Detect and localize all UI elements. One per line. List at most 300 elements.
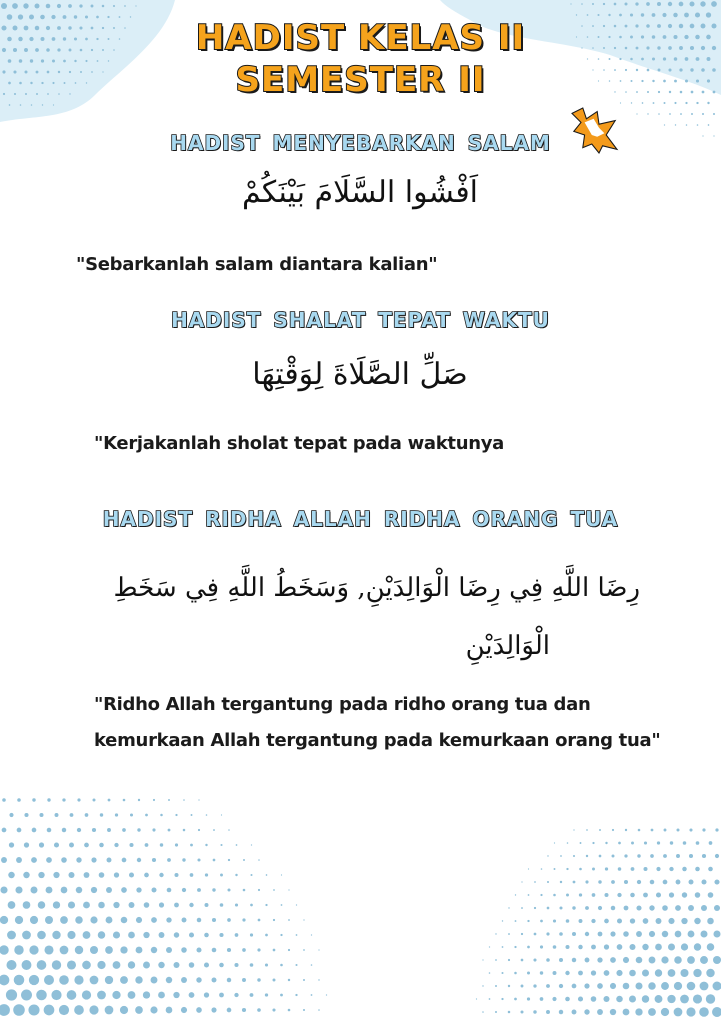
halftone-dot [534, 907, 536, 909]
halftone-dot [57, 4, 61, 8]
halftone-dot [20, 104, 22, 106]
halftone-dot [145, 814, 148, 817]
halftone-dot [686, 1007, 695, 1016]
halftone-dot [515, 894, 516, 895]
halftone-dot [547, 881, 549, 883]
halftone-dot [701, 879, 706, 884]
halftone-dot [635, 2, 638, 5]
halftone-dot [611, 906, 616, 911]
halftone-dot [113, 931, 120, 938]
halftone-dot [655, 944, 662, 951]
halftone-dot [591, 996, 597, 1002]
halftone-dot [138, 799, 140, 801]
halftone-dot [670, 841, 673, 844]
halftone-dot [521, 907, 523, 909]
halftone-dot [527, 997, 530, 1000]
halftone-dot [205, 844, 207, 846]
halftone-dot [311, 934, 312, 935]
halftone-dot [625, 3, 628, 6]
halftone-dot [108, 799, 111, 802]
halftone-dot [174, 932, 179, 937]
halftone-dot [213, 829, 215, 831]
halftone-dot [205, 873, 208, 876]
halftone-dot [38, 901, 46, 909]
halftone-dot [597, 983, 603, 989]
halftone-dot [265, 993, 268, 996]
halftone-dot [565, 971, 569, 975]
halftone-dot [604, 919, 609, 924]
halftone-dot [91, 857, 96, 862]
halftone-dot [706, 994, 715, 1003]
halftone-dot [212, 888, 215, 891]
halftone-dot [219, 963, 224, 968]
heading-shalat-tepat-waktu: HADIST SHALAT TEPAT WAKTU [171, 308, 550, 332]
halftone-dot [706, 12, 711, 17]
halftone-dot [129, 843, 133, 847]
halftone-dot [121, 917, 128, 924]
halftone-dot [689, 1, 694, 6]
halftone-dot [22, 931, 31, 940]
halftone-dot [105, 1006, 114, 1015]
halftone-dot [565, 997, 570, 1002]
halftone-dot [694, 918, 700, 924]
halftone-dot [664, 829, 667, 832]
halftone-dot [629, 996, 636, 1003]
halftone-dot [625, 829, 627, 831]
halftone-dot [591, 970, 596, 975]
halftone-dot [107, 828, 111, 832]
title-line-2: SEMESTER II [235, 60, 486, 100]
halftone-dot [693, 969, 701, 977]
halftone-dot [265, 904, 267, 906]
halftone-dot [597, 957, 602, 962]
halftone-dot [631, 102, 632, 103]
halftone-dot [75, 916, 83, 924]
halftone-dot [99, 872, 105, 878]
halftone-dot [257, 978, 260, 981]
halftone-dot [227, 948, 231, 952]
halftone-dot [82, 961, 91, 970]
halftone-dot [152, 858, 156, 862]
halftone-dot [579, 919, 583, 923]
halftone-dot [303, 919, 304, 920]
arabic-text-ridha-line-2: الْوَالِدَيْنِ [465, 631, 550, 661]
halftone-dot [29, 975, 39, 985]
halftone-dot [220, 844, 222, 846]
halftone-dot [273, 949, 276, 952]
halftone-dot [190, 873, 194, 877]
halftone-dot [196, 1007, 202, 1013]
halftone-dot [489, 972, 491, 974]
halftone-dot [688, 905, 694, 911]
halftone-dot [610, 957, 616, 963]
halftone-dot [617, 893, 621, 897]
halftone-dot [572, 906, 575, 909]
halftone-dot [649, 957, 656, 964]
halftone-dot [39, 842, 44, 847]
halftone-dot [612, 855, 615, 858]
halftone-dot [707, 918, 714, 925]
halftone-dot [515, 920, 517, 922]
halftone-dot [0, 886, 7, 893]
halftone-dot [708, 124, 710, 126]
halftone-dot [121, 887, 127, 893]
halftone-dot [624, 880, 628, 884]
halftone-dot [151, 977, 158, 984]
halftone-dot [580, 842, 582, 844]
halftone-dot [653, 102, 655, 104]
halftone-dot [673, 13, 677, 17]
halftone-dot [98, 931, 105, 938]
halftone-dot [68, 4, 72, 8]
halftone-dot [258, 919, 261, 922]
halftone-dot [616, 996, 623, 1003]
halftone-dot [521, 1011, 524, 1014]
halftone-dot [636, 957, 643, 964]
halftone-dot [598, 880, 601, 883]
halftone-dot [236, 844, 238, 846]
halftone-dot [585, 932, 589, 936]
halftone-dot [67, 990, 77, 1000]
halftone-dot [646, 2, 650, 6]
halftone-dot [21, 990, 32, 1001]
halftone-dot [643, 893, 648, 898]
halftone-dot [265, 963, 268, 966]
halftone-dot [579, 868, 582, 871]
halftone-dot [250, 874, 252, 876]
halftone-dot [135, 5, 136, 6]
halftone-dot [234, 963, 238, 967]
halftone-dot [234, 993, 238, 997]
halftone-dot [74, 975, 83, 984]
halftone-dot [211, 1007, 216, 1012]
halftone-dot [242, 1008, 246, 1012]
halftone-dot [599, 855, 602, 858]
halftone-dot [318, 979, 319, 980]
halftone-dot [700, 956, 708, 964]
halftone-dot [648, 982, 655, 989]
halftone-dot [553, 894, 556, 897]
halftone-dot [91, 5, 94, 8]
halftone-dot [533, 958, 536, 961]
halftone-dot [656, 918, 662, 924]
halftone-dot [189, 903, 193, 907]
halftone-dot [573, 829, 574, 830]
halftone-dot [546, 958, 550, 962]
halftone-dot [160, 843, 163, 846]
halftone-dot [60, 946, 69, 955]
halftone-dot [53, 872, 59, 878]
halftone-dot [9, 813, 13, 817]
halftone-dot [113, 902, 119, 908]
halftone-dot [31, 857, 37, 863]
halftone-dot [546, 932, 549, 935]
halftone-dot [144, 902, 150, 908]
halftone-dot [573, 855, 575, 857]
halftone-dot [181, 947, 187, 953]
halftone-dot [668, 944, 675, 951]
halftone-dot [586, 829, 588, 831]
halftone-dot [629, 970, 636, 977]
bottom-right-dots [476, 828, 721, 1017]
arabic-text-salam: اَفْشُوا السَّلَامَ بَيْنَكُمْ [241, 175, 479, 210]
halftone-dot [521, 881, 522, 882]
halftone-dot [495, 933, 496, 934]
halftone-dot [501, 998, 503, 1000]
halftone-dot [122, 828, 126, 832]
halftone-dot [198, 829, 200, 831]
halftone-dot [679, 2, 684, 7]
halftone-dot [67, 960, 76, 969]
halftone-dot [680, 995, 689, 1004]
halftone-dot [1, 857, 7, 863]
halftone-dot [667, 995, 675, 1003]
halftone-dot [649, 931, 655, 937]
halftone-dot [143, 932, 149, 938]
halftone-dot [190, 844, 193, 847]
halftone-dot [668, 969, 676, 977]
halftone-dot [79, 4, 82, 7]
halftone-dot [288, 919, 290, 921]
halftone-dot [46, 887, 53, 894]
halftone-dot [143, 962, 150, 969]
halftone-dot [676, 880, 681, 885]
halftone-dot [22, 960, 32, 970]
halftone-dot [675, 931, 682, 938]
halftone-dot [75, 946, 83, 954]
halftone-dot [614, 3, 617, 6]
halftone-dot [591, 919, 595, 923]
halftone-dot [213, 859, 216, 862]
halftone-dot [281, 904, 283, 906]
halftone-dot [46, 4, 51, 9]
halftone-dot [17, 798, 21, 802]
halftone-dot [288, 1009, 291, 1012]
halftone-dot [129, 902, 135, 908]
halftone-dot [243, 889, 246, 892]
halftone-dot [652, 13, 656, 17]
halftone-dot [680, 113, 682, 115]
halftone-dot [713, 956, 721, 964]
halftone-dot [624, 906, 629, 911]
halftone-dot [676, 828, 679, 831]
halftone-dot [560, 855, 562, 857]
halftone-dot [700, 1, 705, 6]
halftone-dot [540, 920, 543, 923]
halftone-dot [13, 1004, 25, 1016]
halftone-dot [113, 5, 115, 7]
halftone-dot [707, 943, 715, 951]
halftone-dot [713, 113, 715, 115]
halftone-dot [636, 905, 641, 910]
halftone-dot [691, 113, 693, 115]
halftone-dot [14, 975, 25, 986]
halftone-dot [2, 828, 7, 833]
halftone-dot [32, 798, 35, 801]
halftone-dot [565, 945, 569, 949]
halftone-dot [495, 959, 497, 961]
halftone-dot [61, 887, 68, 894]
halftone-dot [167, 888, 172, 893]
halftone-dot [197, 888, 201, 892]
halftone-dot [546, 984, 550, 988]
halftone-dot [611, 880, 615, 884]
halftone-dot [8, 872, 15, 879]
halftone-dot [167, 858, 171, 862]
halftone-dot [288, 889, 289, 890]
halftone-dot [23, 3, 28, 8]
halftone-dot [616, 970, 622, 976]
halftone-dot [540, 997, 544, 1001]
halftone-dot [152, 828, 155, 831]
halftone-dot [541, 868, 543, 870]
halftone-dot [661, 1008, 669, 1016]
halftone-dot [166, 977, 172, 983]
halftone-dot [6, 960, 16, 970]
halftone-dot [114, 843, 118, 847]
halftone-dot [113, 961, 121, 969]
halftone-dot [567, 842, 569, 844]
halftone-dot [668, 918, 674, 924]
halftone-dot [90, 916, 97, 923]
arabic-text-shalat: صَلِّ الصَّلَاةَ لِوَقْتِهَا [252, 357, 468, 392]
halftone-dot [598, 932, 603, 937]
halftone-dot [182, 858, 185, 861]
halftone-dot [212, 978, 217, 983]
halftone-dot [629, 944, 635, 950]
halftone-dot [527, 920, 529, 922]
halftone-dot [706, 969, 714, 977]
halftone-dot [597, 1009, 603, 1015]
halftone-dot [288, 949, 290, 951]
halftone-dot [686, 124, 688, 126]
halftone-dot [489, 998, 491, 1000]
halftone-dot [7, 931, 16, 940]
halftone-dot [76, 857, 81, 862]
halftone-dot [715, 828, 718, 831]
halftone-dot [68, 901, 75, 908]
halftone-dot [227, 978, 231, 982]
halftone-dot [696, 102, 698, 104]
halftone-dot [242, 948, 246, 952]
halftone-dot [0, 1004, 10, 1016]
halftone-dot [605, 867, 608, 870]
halftone-dot [84, 872, 90, 878]
halftone-dot [67, 931, 75, 939]
halftone-dot [137, 858, 141, 862]
halftone-dot [98, 902, 105, 909]
halftone-dot [642, 995, 649, 1002]
halftone-dot [546, 1010, 550, 1014]
halftone-dot [572, 932, 576, 936]
halftone-dot [669, 892, 674, 897]
halftone-dot [521, 985, 524, 988]
halftone-dot [508, 1011, 511, 1014]
halftone-dot [547, 907, 550, 910]
halftone-dot [708, 867, 713, 872]
halftone-dot [578, 996, 583, 1001]
halftone-dot [135, 1006, 143, 1014]
halftone-dot [598, 906, 602, 910]
halftone-dot [120, 946, 127, 953]
halftone-dot [547, 855, 548, 856]
halftone-dot [174, 873, 178, 877]
halftone-dot [579, 893, 582, 896]
halftone-dot [482, 985, 483, 986]
halftone-dot [680, 969, 688, 977]
halftone-dot [220, 874, 223, 877]
halftone-dot [136, 887, 141, 892]
halftone-dot [695, 892, 701, 898]
halftone-dot [661, 982, 669, 990]
halftone-dot [635, 982, 642, 989]
halftone-dot [0, 916, 8, 924]
halftone-dot [77, 828, 81, 832]
halftone-dot [647, 113, 648, 114]
halftone-dot [617, 944, 623, 950]
halftone-dot [559, 1010, 563, 1014]
halftone-dot [196, 947, 201, 952]
halftone-dot [115, 813, 118, 816]
halftone-dot [189, 932, 194, 937]
halftone-dot [175, 843, 178, 846]
halftone-dot [205, 903, 209, 907]
halftone-dot [280, 934, 282, 936]
halftone-dot [553, 945, 557, 949]
halftone-dot [250, 904, 253, 907]
halftone-dot [24, 813, 28, 817]
halftone-dot [174, 903, 179, 908]
halftone-dot [559, 906, 562, 909]
halftone-dot [605, 893, 609, 897]
halftone-dot [559, 958, 563, 962]
halftone-dot [265, 934, 268, 937]
halftone-dot [648, 1008, 656, 1016]
halftone-dot [235, 903, 238, 906]
halftone-dot [620, 102, 621, 103]
halftone-dot [55, 813, 59, 817]
halftone-dot [636, 113, 637, 114]
halftone-dot [128, 991, 136, 999]
halftone-dot [533, 1010, 536, 1013]
halftone-dot [701, 931, 708, 938]
halftone-dot [651, 829, 654, 832]
halftone-dot [32, 828, 37, 833]
halftone-dot [83, 902, 90, 909]
halftone-dot [105, 976, 113, 984]
halftone-dot [204, 962, 209, 967]
halftone-dot [476, 998, 477, 999]
halftone-dot [9, 104, 11, 106]
halftone-dot [591, 945, 596, 950]
halftone-dot [630, 918, 635, 923]
halftone-dot [61, 857, 67, 863]
halftone-dot [570, 3, 571, 4]
halftone-dot [166, 947, 172, 953]
halftone-dot [581, 3, 583, 5]
halftone-dot [243, 859, 245, 861]
halftone-dot [618, 867, 622, 871]
halftone-dot [112, 991, 120, 999]
halftone-dot [610, 983, 616, 989]
halftone-dot [514, 998, 517, 1001]
halftone-dot [605, 842, 607, 844]
halftone-dot [39, 813, 43, 817]
halftone-dot [662, 931, 668, 937]
halftone-dot [44, 945, 53, 954]
halftone-dot [658, 113, 660, 115]
halftone-dot [534, 933, 537, 936]
